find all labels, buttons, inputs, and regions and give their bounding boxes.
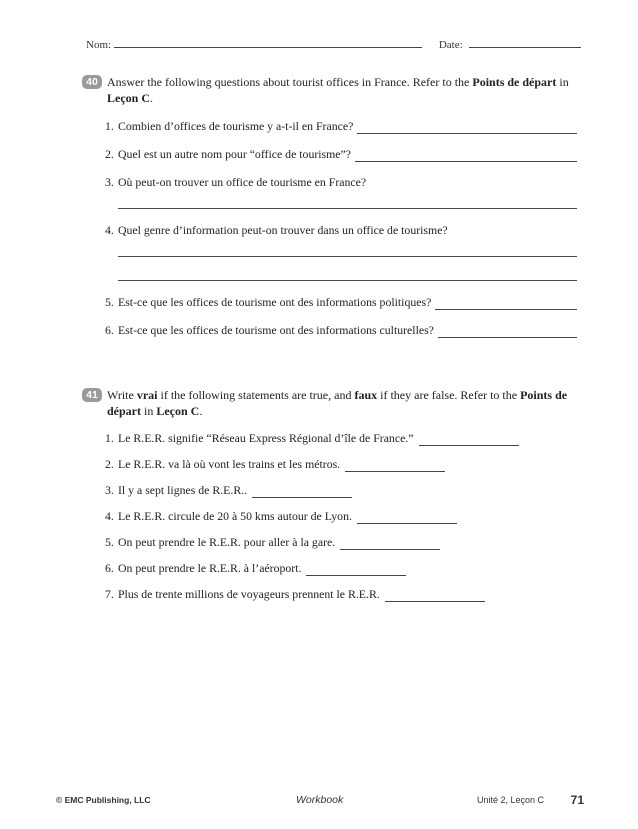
statement-item: 2. Le R.E.R. va là où vont les trains et les métros.: [105, 457, 577, 472]
answer-blank[interactable]: [306, 564, 406, 576]
book-title: Workbook: [296, 794, 344, 806]
exercise-number-badge: 40: [82, 75, 102, 89]
answer-line[interactable]: [118, 266, 577, 281]
statement-item: 1. Le R.E.R. signifie “Réseau Express Régional d’île de France.”: [105, 431, 577, 446]
question-item: 1. Combien d’offices de tourisme y a-t-il en France?: [105, 119, 577, 134]
statement-text: On peut prendre le R.E.R. pour aller à la gare.: [118, 535, 336, 549]
answer-blank[interactable]: [252, 486, 352, 498]
answer-line[interactable]: [118, 194, 577, 209]
statement-item: 4. Le R.E.R. circule de 20 à 50 kms autour de Lyon.: [105, 509, 577, 524]
name-field[interactable]: [114, 38, 422, 48]
statement-text: Le R.E.R. circule de 20 à 50 kms autour de Lyon.: [118, 509, 352, 523]
question-text: Est-ce que les offices de tourisme ont des informations culturelles?: [118, 323, 434, 337]
question-item: 2. Quel est un autre nom pour “office de tourisme”?: [105, 147, 577, 162]
exercise-number-badge: 41: [82, 388, 102, 402]
exercise-instructions: Write vrai if the following statements are true, and faux if they are false. Refer to the Points de départ in Leçon C.: [107, 388, 568, 418]
question-item: 3. Où peut-on trouver un office de tourisme en France?: [105, 175, 367, 189]
answer-blank[interactable]: [355, 150, 577, 162]
statement-text: On peut prendre le R.E.R. à l’aéroport.: [118, 561, 302, 575]
statement-item: 5. On peut prendre le R.E.R. pour aller à la gare.: [105, 535, 577, 550]
question-text: Est-ce que les offices de tourisme ont des informations politiques?: [118, 295, 432, 309]
statement-item: 6. On peut prendre le R.E.R. à l’aéroport.: [105, 561, 577, 576]
footer: [56, 794, 584, 808]
question-list: [105, 119, 577, 351]
header: [86, 38, 581, 51]
statement-item: 7. Plus de trente millions de voyageurs prennent le R.E.R.: [105, 587, 577, 602]
exercise-instructions: Answer the following questions about tourist offices in France. Refer to the Points de départ in Leçon C.: [107, 75, 569, 105]
exercise-41: [82, 387, 582, 601]
question-text: Quel est un autre nom pour “office de tourisme”?: [118, 147, 352, 161]
statement-text: Il y a sept lignes de R.E.R..: [118, 483, 248, 497]
statement-item: 3. Il y a sept lignes de R.E.R..: [105, 483, 577, 498]
answer-blank[interactable]: [340, 538, 440, 550]
question-item: 5. Est-ce que les offices de tourisme ont des informations politiques?: [105, 295, 577, 310]
statement-text: Le R.E.R. va là où vont les trains et les métros.: [118, 457, 341, 471]
exercise-40: [82, 74, 582, 337]
unit-label: Unité 2, Leçon C: [477, 795, 545, 805]
question-text: Quel genre d’information peut-on trouver dans un office de tourisme?: [118, 223, 448, 237]
date-label: Date:: [438, 39, 463, 51]
answer-blank[interactable]: [435, 298, 577, 310]
date-field[interactable]: [469, 38, 581, 48]
statement-text: Plus de trente millions de voyageurs prennent le R.E.R.: [118, 587, 380, 601]
question-text: Combien d’offices de tourisme y a-t-il en France?: [118, 119, 354, 133]
answer-blank[interactable]: [419, 434, 519, 446]
answer-blank[interactable]: [345, 460, 445, 472]
question-item: 6. Est-ce que les offices de tourisme ont des informations culturelles?: [105, 323, 577, 338]
answer-blank[interactable]: [357, 512, 457, 524]
question-item: 4. Quel genre d’information peut-on trouver dans un office de tourisme?: [105, 223, 448, 237]
statement-text: Le R.E.R. signifie “Réseau Express Régional d’île de France.”: [118, 431, 414, 445]
copyright: © EMC Publishing, LLC: [56, 795, 151, 805]
answer-blank[interactable]: [357, 122, 577, 134]
statement-list: [105, 431, 577, 613]
answer-line[interactable]: [118, 242, 577, 257]
question-text: Où peut-on trouver un office de tourisme en France?: [118, 175, 367, 189]
answer-blank[interactable]: [385, 590, 485, 602]
name-label: Nom:: [86, 39, 112, 51]
answer-blank[interactable]: [438, 326, 577, 338]
page-number: 71: [570, 793, 584, 807]
